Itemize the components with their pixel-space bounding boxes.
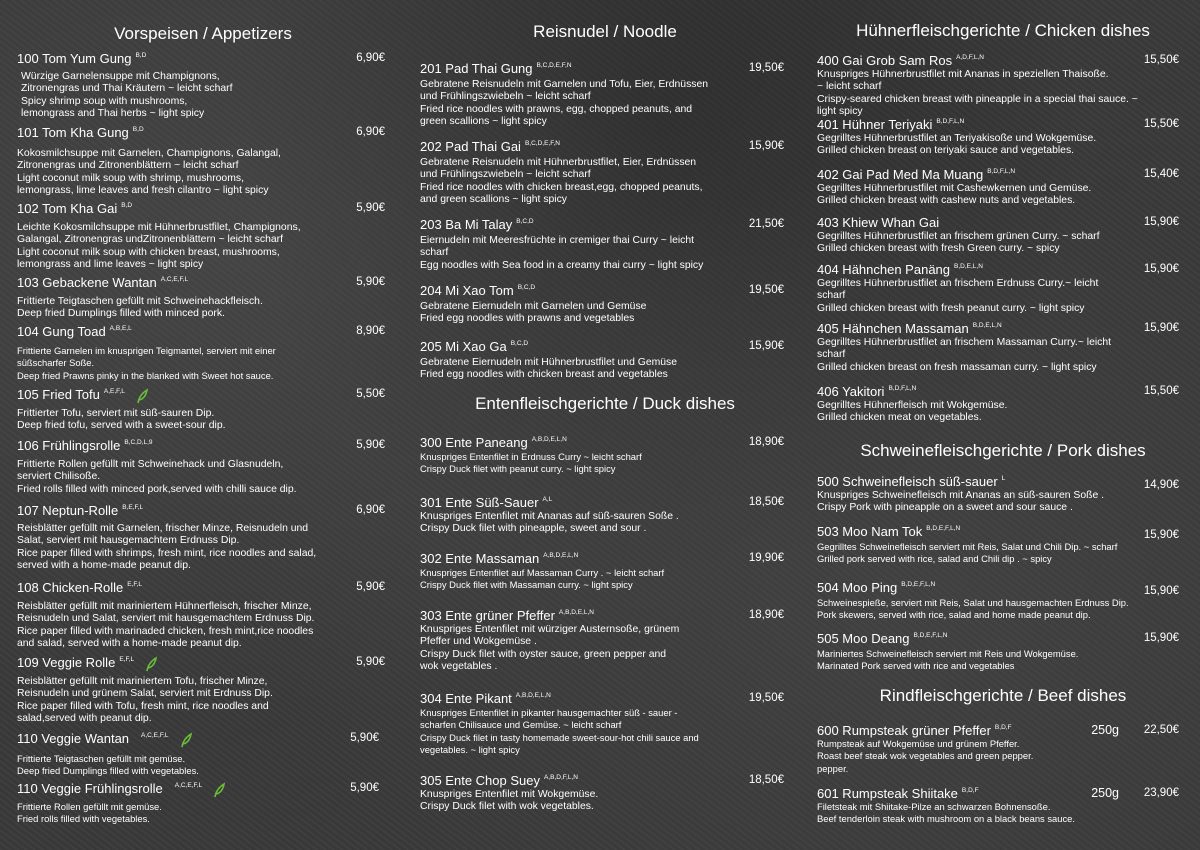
vegetarian-leaf-icon bbox=[212, 782, 226, 798]
item-description: Gegrilltes Hühnerbrustfilet an Teriyakisoße und Wokgemüse. Grilled chicken breast on teriyaki sauce and vegetables. bbox=[817, 133, 1097, 157]
section-title-appetizers: Vorspeisen / Appetizers bbox=[114, 24, 292, 43]
item-price: 5,50€ bbox=[356, 388, 385, 400]
item-price: 15,50€ bbox=[1143, 118, 1179, 130]
item-description: Knuspriges Schweinefleisch mit Ananas an süß-sauren Soße . Crispy Pork with pineapple on a sweet and sour sauce . bbox=[817, 490, 1105, 514]
allergens: A,B,D,F,L,N bbox=[543, 774, 578, 781]
item-name: 601 Rumpsteak Shiitake bbox=[817, 786, 958, 801]
item-description: Gegrilltes Hühnerbrustfilet an frischem Erdnuss Curry.~ leicht scharf Grilled chicken breast with fresh peanut curry. ~ light spicy bbox=[817, 278, 1099, 314]
menu-item bbox=[17, 654, 389, 725]
menu-item bbox=[420, 772, 790, 814]
item-price: 5,90€ bbox=[356, 439, 385, 451]
item-price: 5,90€ bbox=[356, 656, 385, 668]
item-name: 505 Moo Deang bbox=[817, 631, 910, 646]
item-name: 106 Frühlingsrolle bbox=[17, 438, 121, 453]
item-description: Gebratene Eiernudeln mit Garnelen und Gemüse Fried egg noodles with prawns and vegetables bbox=[420, 301, 647, 325]
item-price: 5,90€ bbox=[356, 581, 385, 593]
item-name: 205 Mi Xao Ga bbox=[420, 339, 507, 354]
item-name: 104 Gung Toad bbox=[17, 324, 106, 339]
menu-item bbox=[817, 579, 1189, 622]
allergens: A,B,D,E,L,N bbox=[543, 552, 579, 559]
item-price: 5,90€ bbox=[356, 202, 385, 214]
allergens: A,B,D,E,L,N bbox=[515, 692, 551, 699]
menu-item bbox=[17, 50, 389, 120]
allergens: B,C,D,E,F,N bbox=[524, 140, 560, 147]
item-description: Gegrilltes Schweinefleisch serviert mit Reis, Salat und Chili Dip. ~ scharf Grilled pork served with rice, salad and Chili dip . ~ spicy bbox=[817, 541, 1118, 565]
allergens: A,C,E,F,L bbox=[141, 732, 169, 739]
item-name: 107 Neptun-Rolle bbox=[17, 503, 119, 518]
section-title-chicken: Hühnerfleischgerichte / Chicken dishes bbox=[856, 21, 1150, 40]
menu-item bbox=[817, 214, 1189, 256]
menu-item bbox=[817, 722, 1189, 775]
item-name: 204 Mi Xao Tom bbox=[420, 283, 514, 298]
section-title-duck: Entenfleischgerichte / Duck dishes bbox=[475, 394, 735, 413]
item-price: 23,90€ bbox=[1143, 787, 1179, 799]
item-description: Frittierter Tofu, serviert mit süß-sauren Dip. Deep fried tofu, served with a sweet-sour dip. bbox=[17, 408, 226, 432]
menu-item bbox=[17, 124, 389, 197]
vegetarian-leaf-icon bbox=[179, 732, 193, 748]
allergens: B,D bbox=[135, 52, 147, 59]
item-price: 15,90€ bbox=[1143, 216, 1179, 228]
item-description: Gebratene Reisnudeln mit Garnelen und Tofu, Eier, Erdnüssen und Frühlingszwiebeln ~ leicht scharf Fried rice noodles with prawns, egg, chopped peanuts, and green scallions ~ light spicy bbox=[420, 79, 709, 127]
menu-item bbox=[420, 494, 790, 536]
allergens: B,D bbox=[121, 202, 133, 209]
menu-item bbox=[420, 216, 790, 272]
menu-item bbox=[17, 579, 389, 650]
item-description: Eiernudeln mit Meeresfrüchte in cremiger thai Curry ~ leicht scharf Egg noodles with Sea food in a creamy thai curry ~ light spicy bbox=[420, 235, 704, 271]
item-description: Leichte Kokosmilchsuppe mit Hühnerbrustfilet, Champignons, Galangal, Zitronengras undZitronenblättern ~ leicht scharf Light coconut milk soup with chicken breast, mushrooms, lemongrass and lime leaves ~ light spicy bbox=[17, 222, 301, 270]
allergens: E,F,L bbox=[119, 656, 135, 663]
menu-item bbox=[817, 630, 1189, 673]
item-price: 8,90€ bbox=[356, 325, 385, 337]
allergens: A,B,E,L bbox=[109, 325, 132, 332]
menu-item bbox=[420, 607, 790, 673]
item-name: 110 Veggie Frühlingsrolle bbox=[17, 781, 163, 796]
item-price: 15,90€ bbox=[748, 140, 784, 152]
item-price: 6,90€ bbox=[356, 52, 385, 64]
item-description: Kokosmilchsuppe mit Garnelen, Champignons, Galangal, Zitronengras und Zitronenblättern ~ leicht scharf Light coconut milk soup with shrimp, mushrooms, lemongrass, lime leaves and fresh cilantro ~ light spicy bbox=[17, 148, 281, 196]
menu-item bbox=[420, 690, 790, 756]
item-description: Gebratene Reisnudeln mit Hühnerbrustfilet, Eier, Erdnüssen und Frühlingszwiebeln ~ leicht scharf Fried rice noodles with chicken breast,egg, chopped peanuts, and green scallions ~ light spicy bbox=[420, 157, 703, 205]
item-description: Knuspriges Entenfilet in Erdnuss Curry ~ leicht scharf Crispy Duck filet with peanut curry. ~ light spicy bbox=[420, 451, 642, 475]
allergens: B,C,D,E,F,N bbox=[536, 62, 572, 69]
menu-item bbox=[420, 282, 790, 326]
item-weight: 250g bbox=[1091, 786, 1119, 800]
item-name: 201 Pad Thai Gung bbox=[420, 61, 533, 76]
item-name: 400 Gai Grob Sam Ros bbox=[817, 53, 953, 68]
item-description: Reisblätter gefüllt mit mariniertem Hühnerfleisch, frischer Minze, Reisnudeln und Salat, serviert mit hausgemachtem Erdnuss Dip. Rice paper filled with marinaded chicken, fresh mint,rice noodles and salad, served with a home-made peanut dip. bbox=[17, 601, 315, 649]
item-price: 18,50€ bbox=[748, 774, 784, 786]
item-description: Frittierte Rollen gefüllt mit Schweinehack und Glasnudeln, serviert Chilisoße. Fried rolls filled with minced pork,served with chilli sauce dip. bbox=[17, 459, 297, 495]
vegetarian-leaf-icon bbox=[144, 656, 158, 672]
allergens: A,C,E,F,L bbox=[160, 276, 189, 283]
menu-item bbox=[17, 780, 389, 826]
item-description: Gegrilltes Hühnerbrustfilet an frischem Massaman Curry.~ leicht scharf Grilled chicken breast on fresh massaman curry. ~ light spicy bbox=[817, 337, 1112, 373]
allergens: B,C,D bbox=[517, 284, 536, 291]
item-description: Würzige Garnelensuppe mit Champignons, Zitronengras und Thai Kräutern ~ leicht scharf Spicy shrimp soup with mushrooms, lemongrass and Thai herbs ~ light spicy bbox=[21, 71, 233, 119]
menu-item bbox=[17, 274, 389, 321]
item-weight: 250g bbox=[1091, 723, 1119, 737]
item-price: 19,90€ bbox=[748, 552, 784, 564]
item-price: 15,50€ bbox=[1143, 54, 1179, 66]
vegetarian-leaf-icon bbox=[135, 388, 149, 404]
item-price: 5,90€ bbox=[356, 276, 385, 288]
menu-item bbox=[817, 473, 1189, 515]
item-price: 19,50€ bbox=[748, 692, 784, 704]
item-price: 18,50€ bbox=[748, 496, 784, 508]
item-name: 504 Moo Ping bbox=[817, 580, 898, 595]
allergens: A,B,D,E,L,N bbox=[558, 609, 594, 616]
menu-item bbox=[817, 383, 1189, 425]
item-description: Gegrilltes Hühnerbrustfilet an frischem grünen Curry. ~ scharf Grilled chicken breast with fresh Green curry. ~ spicy bbox=[817, 231, 1100, 255]
allergens: A,E,F,L bbox=[103, 388, 125, 395]
menu-item bbox=[817, 52, 1189, 118]
item-name: 203 Ba Mi Talay bbox=[420, 217, 513, 232]
item-price: 19,50€ bbox=[748, 284, 784, 296]
item-name: 108 Chicken-Rolle bbox=[17, 580, 124, 595]
item-name: 102 Tom Kha Gai bbox=[17, 201, 118, 216]
item-name: 202 Pad Thai Gai bbox=[420, 139, 521, 154]
item-description: Schweinespieße, serviert mit Reis, Salat und hausgemachten Erdnuss Dip. Pork skewers, served with rice, salad and home made peanut dip. bbox=[817, 597, 1129, 621]
item-name: 105 Fried Tofu bbox=[17, 387, 100, 402]
item-price: 15,90€ bbox=[1143, 632, 1179, 644]
item-name: 406 Yakitori bbox=[817, 384, 885, 399]
item-name: 503 Moo Nam Tok bbox=[817, 524, 923, 539]
item-description: Reisblätter gefüllt mit mariniertem Tofu, frischer Minze, Reisnudeln und grünem Salat, serviert mit Erdnuss Dip. Rice paper filled with Tofu, fresh mint, rice noodles and salad,served with peanut dip. bbox=[17, 676, 273, 724]
allergens: B,D,F,L,N bbox=[936, 118, 965, 125]
item-name: 405 Hähnchen Massaman bbox=[817, 321, 969, 336]
item-name: 305 Ente Chop Suey bbox=[420, 773, 540, 788]
menu-item bbox=[817, 320, 1189, 374]
item-name: 600 Rumpsteak grüner Pfeffer bbox=[817, 723, 991, 738]
section-title-pork: Schweinefleischgerichte / Pork dishes bbox=[860, 441, 1146, 460]
menu-item bbox=[17, 437, 389, 496]
allergens: L bbox=[1001, 475, 1006, 482]
menu-item bbox=[817, 785, 1189, 826]
menu-item bbox=[817, 261, 1189, 315]
item-price: 5,90€ bbox=[350, 732, 379, 744]
item-price: 6,90€ bbox=[356, 504, 385, 516]
menu-item bbox=[420, 338, 790, 382]
section-title-noodle: Reisnudel / Noodle bbox=[533, 22, 677, 41]
item-description: Frittierte Teigtaschen gefüllt mit Schweinehackfleisch. Deep fried Dumplings filled with minced pork. bbox=[17, 296, 263, 320]
item-price: 15,90€ bbox=[1143, 263, 1179, 275]
item-name: 403 Khiew Whan Gai bbox=[817, 215, 940, 230]
item-description: Gebratene Eiernudeln mit Hühnerbrustfilet und Gemüse Fried egg noodles with chicken breast and vegetables bbox=[420, 357, 678, 381]
item-description: Knuspriges Entenfilet mit würziger Austernsoße, grünem Pfeffer und Wokgemüse . Crispy Duck filet with oyster sauce, green pepper and wok vegetables . bbox=[420, 624, 680, 672]
item-price: 15,90€ bbox=[1143, 529, 1179, 541]
item-name: 301 Ente Süß-Sauer bbox=[420, 495, 539, 510]
allergens: B,C,D bbox=[510, 340, 529, 347]
item-name: 101 Tom Kha Gung bbox=[17, 125, 129, 140]
allergens: B,D,F,L,N bbox=[987, 168, 1016, 175]
item-name: 401 Hühner Teriyaki bbox=[817, 117, 933, 132]
item-description: Gegrilltes Hühnerbrustfilet mit Cashewkernen und Gemüse. Grilled chicken breast with cashew nuts and vegetables. bbox=[817, 183, 1092, 207]
appetizers-column bbox=[17, 0, 389, 850]
allergens: B,D,F bbox=[994, 724, 1012, 731]
item-price: 18,90€ bbox=[748, 436, 784, 448]
allergens: B,D,E,F,L,N bbox=[913, 632, 948, 639]
menu-item bbox=[420, 434, 790, 476]
item-price: 18,90€ bbox=[748, 609, 784, 621]
item-name: 303 Ente grüner Pfeffer bbox=[420, 608, 555, 623]
item-description: Knuspriges Entenfilet in pikanter hausgemachter süß - sauer - scharfen Chilisauce und Gemüse. ~ leicht scharf Crispy Duck filet in tasty homemade sweet-sour-hot chili sauce and vegetables. ~ light spicy bbox=[420, 707, 699, 755]
allergens: A,L bbox=[542, 496, 553, 503]
item-description: Knuspriges Entenfilet auf Massaman Curry . ~ leicht scharf Crispy Duck filet with Massaman curry. ~ light spicy bbox=[420, 567, 665, 591]
item-description: Frittierte Garnelen im knusprigen Teigmantel, serviert mit einer süßscharfer Soße. Deep fried Prawns pinky in the blanked with Sweet hot sauce. bbox=[17, 345, 276, 381]
item-price: 22,50€ bbox=[1143, 724, 1179, 736]
item-name: 404 Hähnchen Panäng bbox=[817, 262, 951, 277]
menu-item bbox=[817, 166, 1189, 208]
item-description: Filetsteak mit Shiitake-Pilze an schwarzen Bohnensoße. Beef tenderloin steak with mushroom on a black beans sauce. bbox=[817, 801, 1075, 825]
item-price: 15,90€ bbox=[748, 340, 784, 352]
allergens: B,D bbox=[132, 126, 144, 133]
section-title-beef: Rindfleischgerichte / Beef dishes bbox=[879, 686, 1127, 705]
item-name: 500 Schweinefleisch süß-sauer bbox=[817, 474, 998, 489]
item-name: 302 Ente Massaman bbox=[420, 551, 540, 566]
allergens: A,C,E,F,L bbox=[174, 782, 203, 789]
item-name: 110 Veggie Wantan bbox=[17, 731, 130, 746]
item-description: Knuspriges Entenfilet mit Ananas auf süß-sauren Soße . Crispy Duck filet with pineapple, sweet and sour . bbox=[420, 511, 679, 535]
chicken-pork-beef-column bbox=[817, 0, 1189, 850]
allergens: B,D,F,L,N bbox=[888, 385, 917, 392]
allergens: B,D,E,L,N bbox=[972, 322, 1002, 329]
item-name: 103 Gebackene Wantan bbox=[17, 275, 157, 290]
allergens: B,D,E,L,N bbox=[954, 263, 983, 270]
item-price: 15,50€ bbox=[1143, 385, 1179, 397]
menu-item bbox=[17, 386, 389, 433]
menu-item bbox=[420, 138, 790, 206]
menu-item bbox=[17, 730, 389, 778]
allergens: B,C,D bbox=[516, 218, 534, 225]
menu-item bbox=[420, 60, 790, 128]
item-description: Gegrilltes Hühnerfleisch mit Wokgemüse. Grilled chicken meat on vegetables. bbox=[817, 400, 1008, 424]
item-name: 109 Veggie Rolle bbox=[17, 655, 116, 670]
item-price: 15,90€ bbox=[1143, 585, 1179, 597]
allergens: B,D,E,F,L,N bbox=[926, 525, 961, 532]
item-price: 5,90€ bbox=[350, 782, 379, 794]
allergens: B,C,D,L,9 bbox=[124, 439, 153, 446]
item-name: 300 Ente Paneang bbox=[420, 435, 528, 450]
menu-item bbox=[420, 550, 790, 592]
item-description: Frittierte Rollen gefüllt mit gemüse. Fried rolls filled with vegetables. bbox=[17, 801, 162, 825]
allergens: B,D,E,F,L,N bbox=[901, 581, 936, 588]
item-price: 6,90€ bbox=[356, 126, 385, 138]
allergens: B,D,F bbox=[961, 787, 979, 794]
item-name: 304 Ente Pikant bbox=[420, 691, 512, 706]
item-description: Knuspriges Hühnerbrustfilet mit Ananas in speziellen Thaisoße. ~ leicht scharf Crispy-seared chicken breast with pineapple in a special thai sauce. ~ light spicy bbox=[817, 69, 1138, 117]
menu-item bbox=[17, 200, 389, 271]
item-description: Mariniertes Schweinefleisch serviert mit Reis und Wokgemüse. Marinated Pork served with rice and vegetables bbox=[817, 648, 1079, 672]
item-description: Rumpsteak auf Wokgemüse und grünem Pfeffer. Roast beef steak wok vegetables and green pepper. pepper. bbox=[817, 738, 1034, 774]
allergens: A,D,F,L,N bbox=[956, 54, 984, 61]
noodle-duck-column bbox=[420, 0, 790, 850]
menu-item bbox=[817, 116, 1189, 158]
item-name: 402 Gai Pad Med Ma Muang bbox=[817, 167, 984, 182]
item-price: 21,50€ bbox=[748, 218, 784, 230]
allergens: B,E,F,L bbox=[122, 504, 144, 511]
item-price: 14,90€ bbox=[1143, 479, 1179, 491]
item-price: 15,90€ bbox=[1143, 322, 1179, 334]
menu-item bbox=[17, 323, 389, 382]
item-description: Knuspriges Entenfilet mit Wokgemüse. Crispy Duck filet with wok vegetables. bbox=[420, 789, 599, 813]
item-description: Reisblätter gefüllt mit Garnelen, frischer Minze, Reisnudeln und Salat, serviert mit hausgemachtem Erdnuss Dip. Rice paper filled with shrimps, fresh mint, rice noodles and salad, served with a home-made peanut dip. bbox=[17, 523, 317, 571]
item-name: 100 Tom Yum Gung bbox=[17, 51, 132, 66]
item-price: 15,40€ bbox=[1143, 168, 1179, 180]
menu-item bbox=[17, 502, 389, 572]
allergens: E,F,L bbox=[127, 581, 143, 588]
menu-item bbox=[817, 523, 1189, 566]
allergens: A,B,D,E,L,N bbox=[531, 436, 567, 443]
item-description: Frittierte Teigtaschen gefüllt mit gemüse. Deep fried Dumplings filled with vegetables. bbox=[17, 753, 199, 777]
item-price: 19,50€ bbox=[748, 62, 784, 74]
